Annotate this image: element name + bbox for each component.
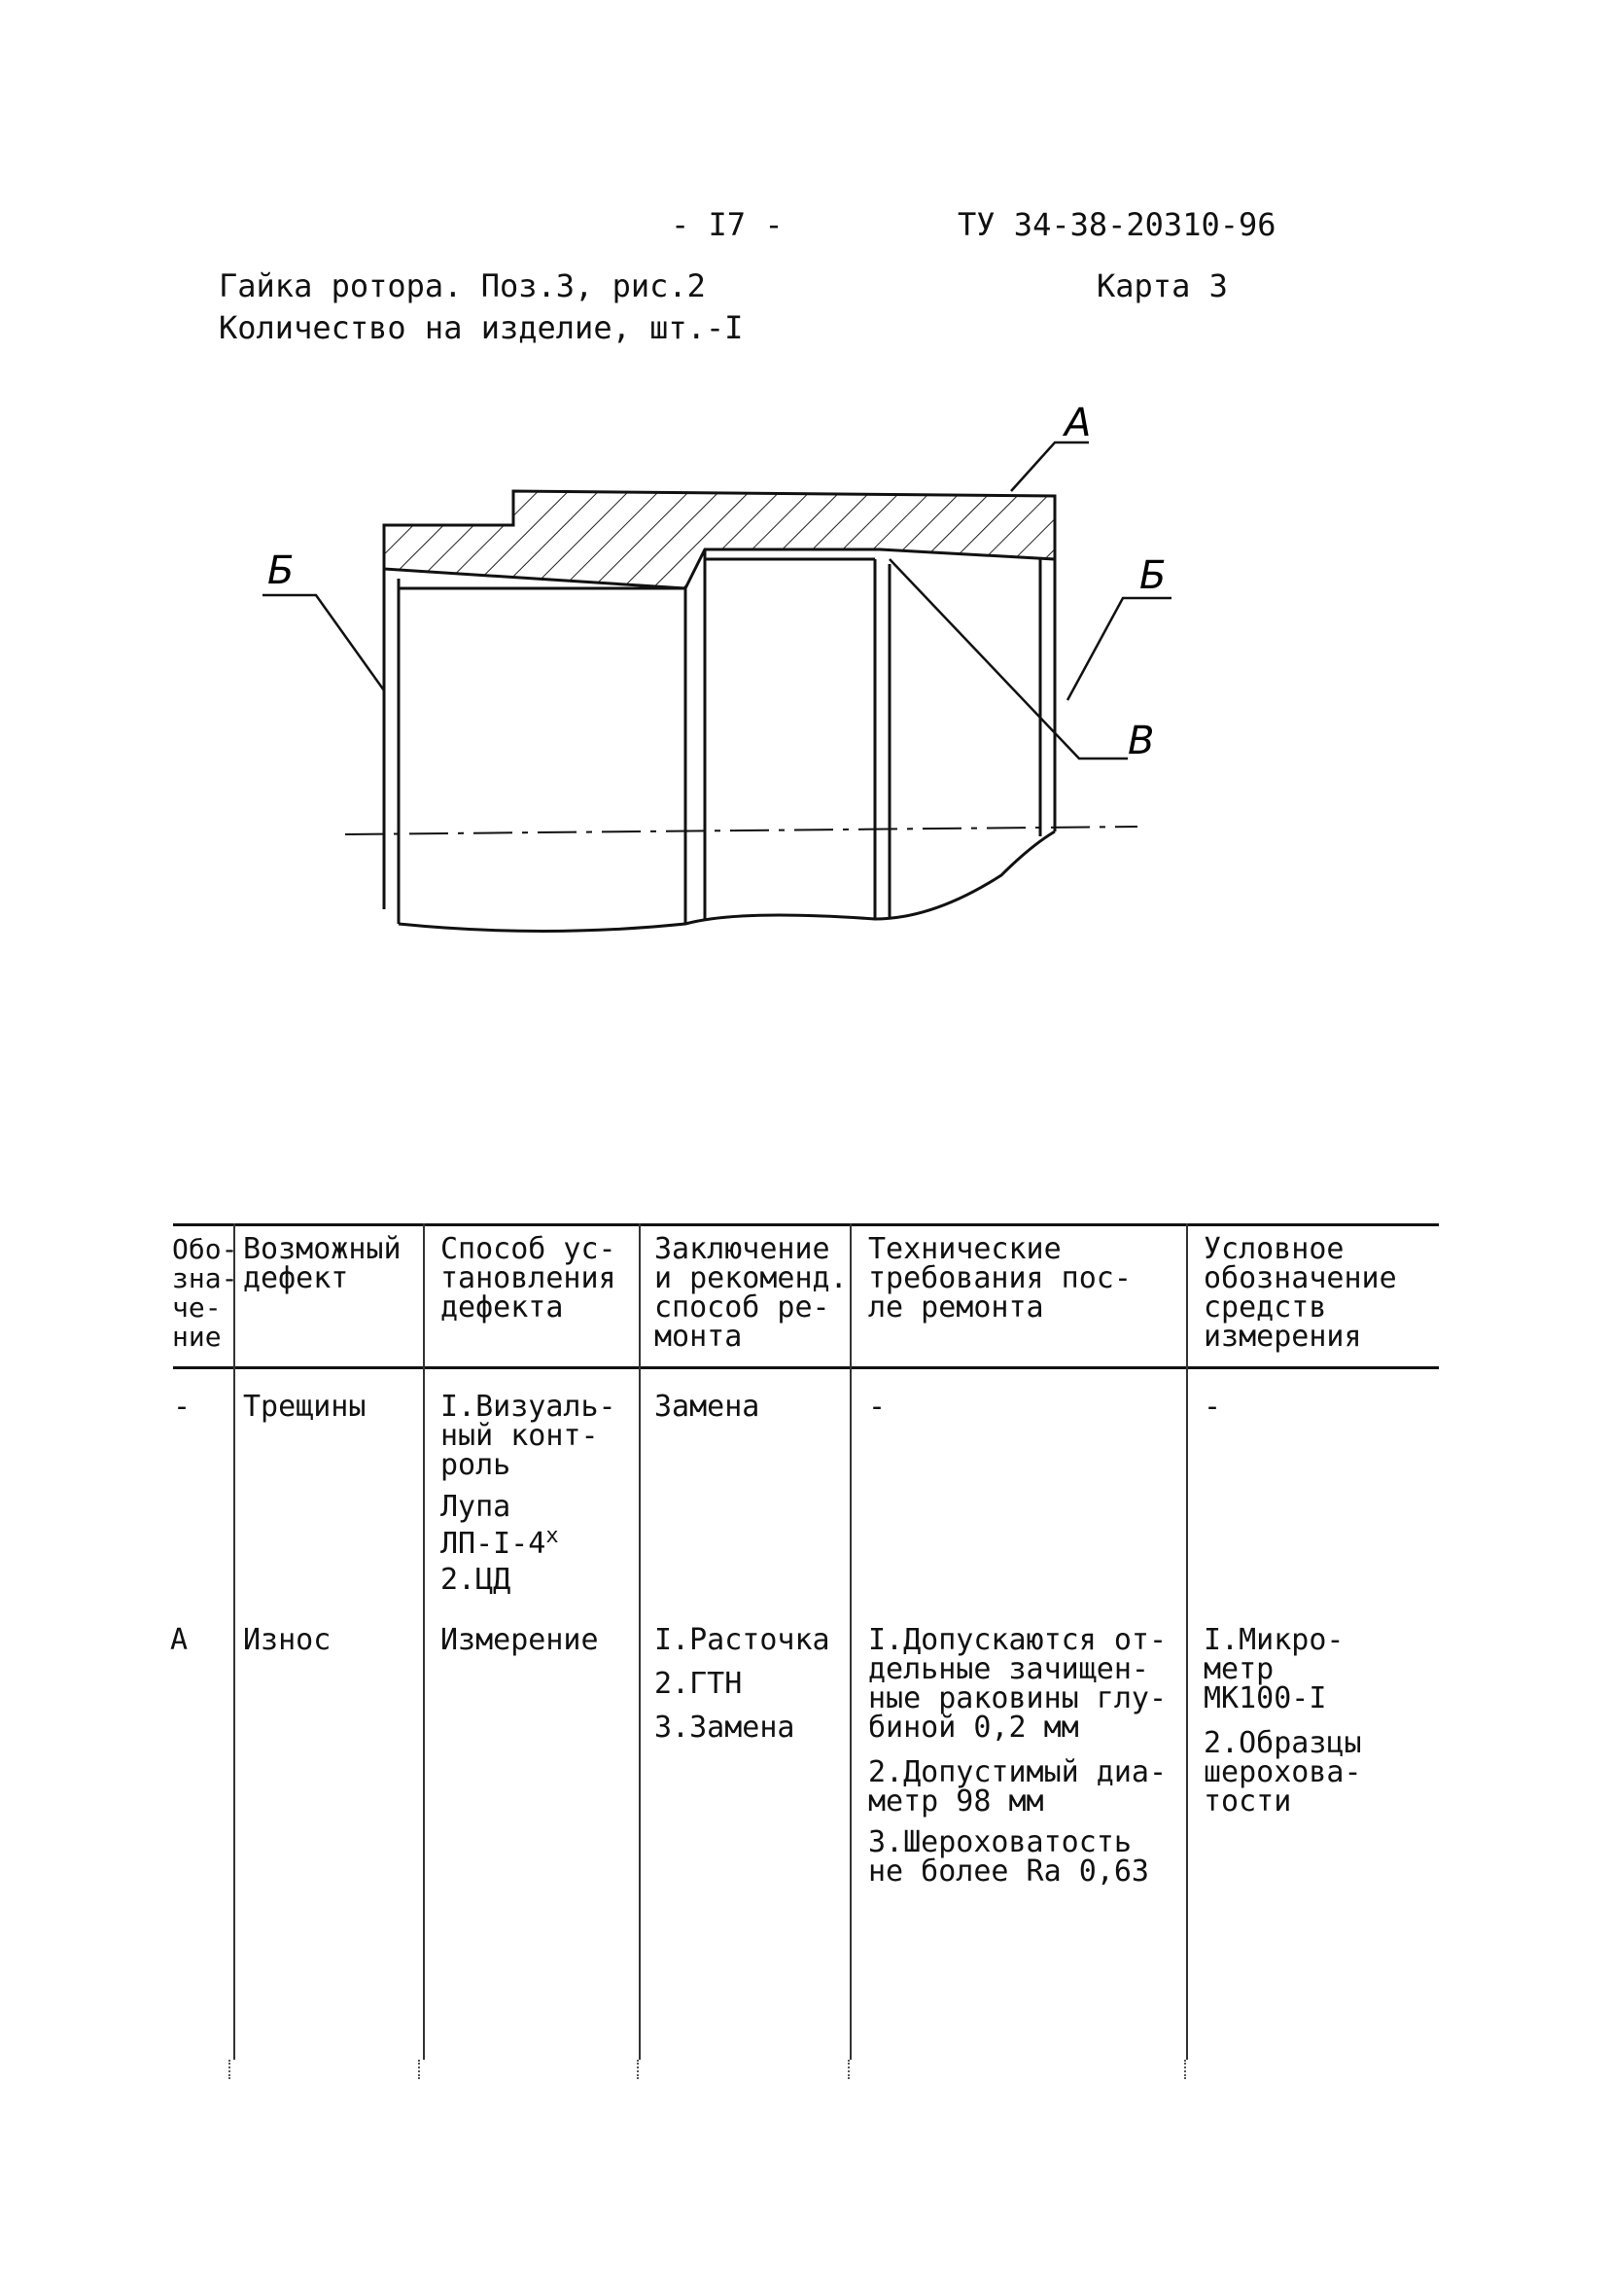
- column-divider: [639, 1223, 641, 2060]
- cell-defect: Трещины: [243, 1390, 367, 1424]
- page-number: - I7 -: [671, 206, 784, 243]
- cell-repair: Замена: [654, 1390, 760, 1424]
- column-divider: [423, 1223, 425, 2060]
- column-header-instruments: Условное обозначение средств измерения: [1204, 1232, 1397, 1354]
- cell-requirements: 2.Допустимый диа- метр 98 мм: [868, 1755, 1168, 1819]
- cell-repair: 2.ГТН: [654, 1667, 743, 1701]
- label-v: В: [1128, 719, 1155, 763]
- cell-requirements: I.Допускаются от- дельные зачищен- ные раковины глу- биной 0,2 мм: [868, 1623, 1168, 1745]
- column-header-method: Способ ус- тановления дефекта: [440, 1232, 616, 1325]
- cell-designation: -: [173, 1390, 192, 1424]
- cell-method: 2.ЦД: [440, 1563, 511, 1597]
- column-header-defect: Возможный дефект: [243, 1232, 402, 1295]
- column-divider-dotted: [1184, 2060, 1186, 2079]
- label-a: А: [1065, 401, 1092, 445]
- section-hatched-wall: [384, 491, 1055, 588]
- column-divider-dotted: [228, 2060, 230, 2079]
- cell-requirements: 3.Шероховатость не более Ra 0,63: [868, 1825, 1149, 1889]
- column-divider: [1186, 1223, 1188, 2060]
- column-divider: [850, 1223, 852, 2060]
- cell-repair: 3.Замена: [654, 1711, 795, 1745]
- cell-defect: Износ: [243, 1623, 332, 1657]
- rotor-nut-drawing: [0, 0, 1608, 1070]
- table-header-rule: [173, 1366, 1439, 1369]
- superscript-x: x: [545, 1524, 559, 1548]
- column-header-repair: Заключение и рекоменд. способ ре- монта: [654, 1232, 848, 1354]
- column-divider-dotted: [637, 2060, 639, 2079]
- label-b-left: Б: [267, 548, 295, 593]
- cell-instruments: I.Микро- метр МК100-I: [1204, 1623, 1345, 1715]
- center-axis: [345, 827, 1137, 834]
- column-header-designation: Обо- зна- че- ние: [172, 1233, 238, 1353]
- part-title: Гайка ротора. Поз.3, рис.2: [219, 267, 706, 304]
- cell-repair: I.Расточка: [654, 1623, 830, 1657]
- column-divider-dotted: [848, 2060, 850, 2079]
- label-b-right: Б: [1139, 553, 1167, 598]
- cell-instruments: -: [1204, 1390, 1222, 1424]
- table-top-rule: [173, 1223, 1439, 1226]
- card-number: Карта 3: [1097, 267, 1228, 304]
- cell-method: Лупа ЛП-I-4$^x$: [440, 1490, 559, 1561]
- document-code: ТУ 34-38-20310-96: [958, 206, 1276, 243]
- column-divider-dotted: [418, 2060, 420, 2079]
- cell-method: Измерение: [440, 1623, 599, 1657]
- column-header-requirements: Технические требования пос- ле ремонта: [868, 1232, 1132, 1325]
- cell-method: I.Визуаль- ный конт- роль: [440, 1390, 616, 1482]
- cell-instruments: 2.Образцы шерохова- тости: [1204, 1726, 1362, 1819]
- quantity-line: Количество на изделие, шт.-I: [219, 309, 744, 346]
- cell-designation: А: [170, 1623, 189, 1657]
- cell-requirements: -: [868, 1390, 887, 1424]
